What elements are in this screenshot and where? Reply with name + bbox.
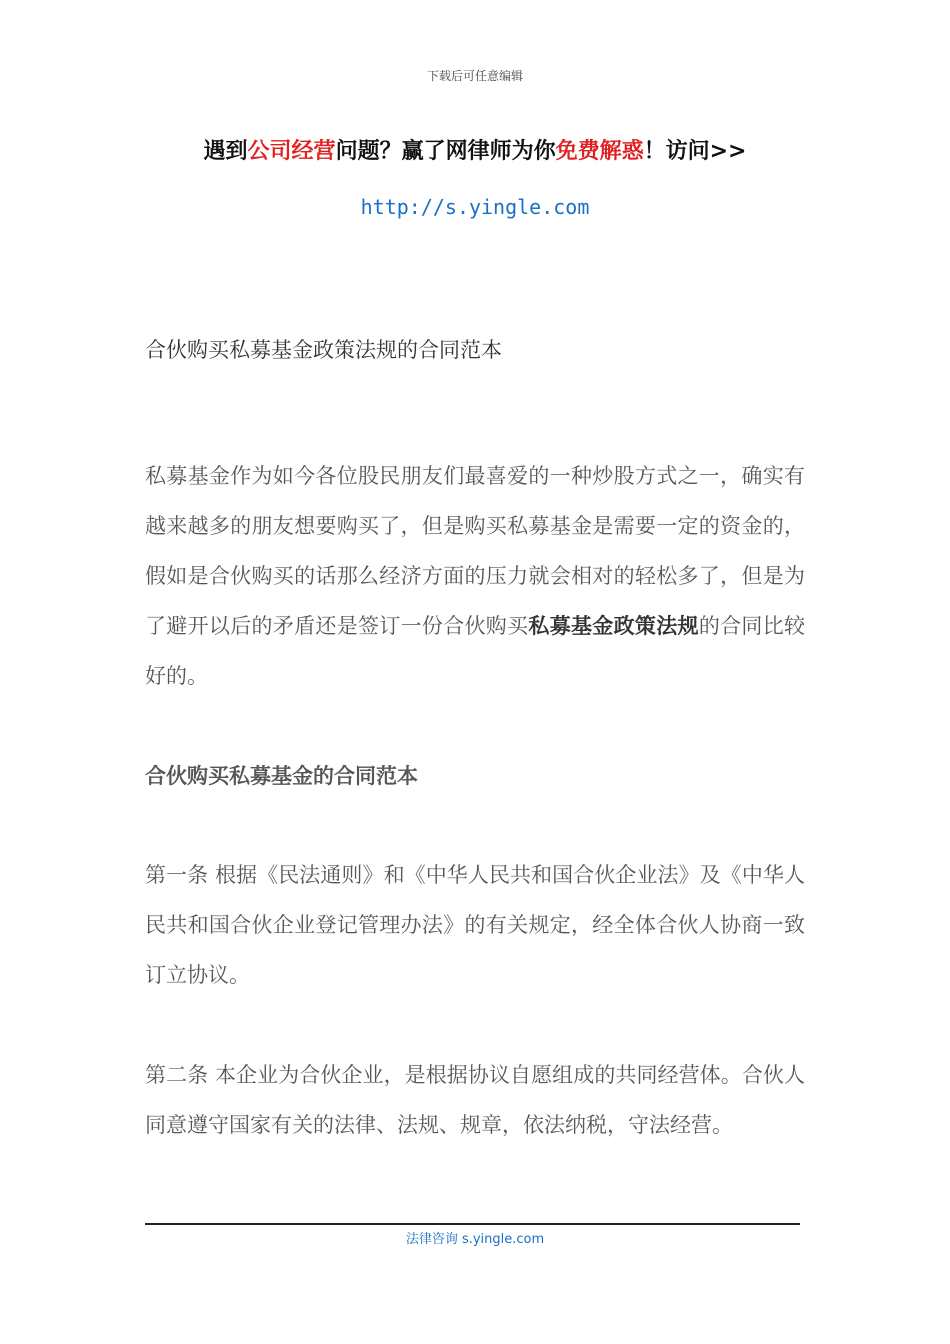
ad-highlight-1: 公司经营: [247, 139, 336, 164]
intro-text-end: 的合同比较好的。: [145, 614, 806, 688]
section-heading: 合伙购买私募基金的合同范本: [145, 763, 418, 788]
ad-highlight-2: 免费解惑: [555, 139, 644, 164]
document-title: 合伙购买私募基金政策法规的合同范本: [145, 338, 502, 362]
intro-keyword: 私募基金政策法规: [528, 613, 699, 638]
article-2: 第二条 本企业为合伙企业，是根据协议自愿组成的共同经营体。合伙人同意遵守国家有关的法律、法规、规章，依法纳税，守法经营。: [145, 1063, 805, 1137]
footer-divider: [145, 1223, 800, 1225]
ad-link[interactable]: http://s.yingle.com: [360, 195, 590, 219]
article-1: 第一条 根据《民法通则》和《中华人民共和国合伙企业法》及《中华人民共和国合伙企业登记管理办法》的有关规定，经全体合伙人协商一致订立协议。: [145, 863, 805, 987]
intro-paragraph: [145, 451, 805, 701]
footer-link[interactable]: 法律咨询 s.yingle.com: [405, 1232, 545, 1247]
ad-text-1: 遇到: [203, 139, 248, 164]
ad-text-2: 问题？赢了网律师为你: [335, 139, 556, 164]
ad-text-3: ！访问>>: [643, 139, 747, 164]
page-header: 下载后可任意编辑: [426, 69, 523, 83]
ad-banner: [0, 134, 950, 165]
intro-text: 私募基金作为如今各位股民朋友们最喜爱的一种炒股方式之一，确实有越来越多的朋友想要购买了，但是购买私募基金是需要一定的资金的，假如是合伙购买的话那么经济方面的压力就会相对的轻松多了，但是为了避开以后的矛盾还是签订一份合伙购买: [145, 464, 805, 638]
